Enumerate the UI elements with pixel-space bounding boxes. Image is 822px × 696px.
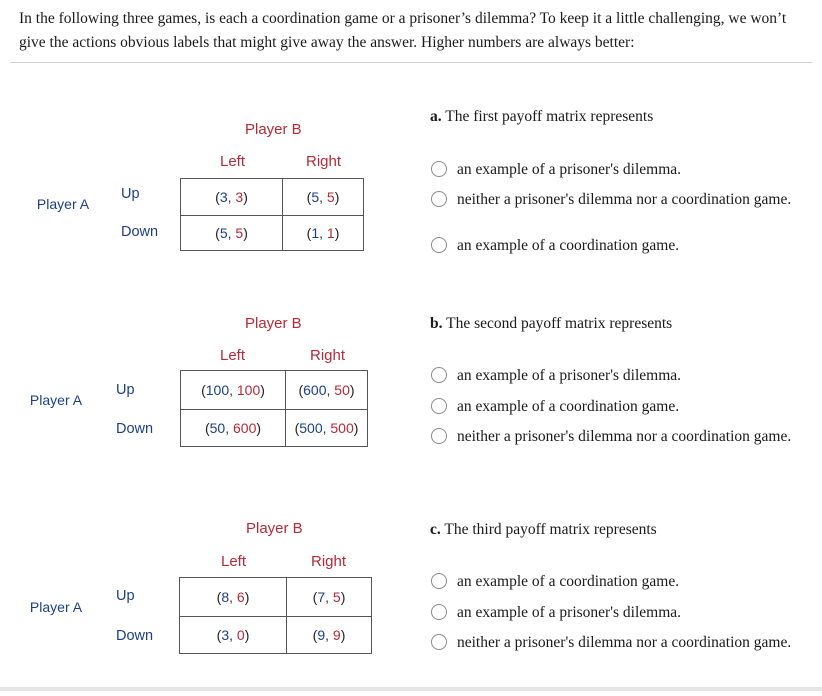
- col-right-label: Right: [310, 553, 347, 570]
- payoff-matrix: [179, 577, 372, 654]
- payoff-cell: (500, 500): [286, 410, 368, 447]
- row-down-label: Down: [121, 224, 159, 240]
- divider: [10, 62, 812, 63]
- row-up-label: Up: [116, 588, 135, 604]
- col-right-label: Right: [309, 347, 346, 364]
- col-right-label: Right: [305, 153, 342, 170]
- payoff-cell: (100, 100): [181, 371, 286, 410]
- radio-button[interactable]: [431, 367, 447, 383]
- payoff-cell: (3, 3): [181, 179, 283, 216]
- player-a-label: Player A: [29, 392, 83, 408]
- radio-button[interactable]: [431, 604, 447, 620]
- question-intro: In the following three games, is each a coordination game or a prisoner’s dilemma? To keep it a little challenging, we won’t give the actions obvious labels that might give away the answer. Higher numbers are always better:: [19, 10, 787, 51]
- radio-button[interactable]: [431, 428, 447, 444]
- payoff-cell: (8, 6): [180, 578, 287, 617]
- col-left-label: Left: [219, 153, 246, 170]
- row-up-label: Up: [121, 186, 140, 202]
- game-2: Player B Left Right Player A Up Down (100, 100) (600, 50) (50, 600) (500, 500) b. The second payoff matrix represents an example of a prisoner's dilemma. an example of a coordination game. neither a prisoner's dilemma nor a coordination game.: [0, 290, 822, 490]
- col-left-label: Left: [219, 347, 246, 364]
- question-title: a. The first payoff matrix represents: [430, 108, 654, 125]
- radio-button[interactable]: [431, 237, 447, 253]
- player-a-label: Player A: [36, 196, 90, 212]
- radio-button[interactable]: [431, 634, 447, 650]
- payoff-matrix: [180, 178, 364, 251]
- row-down-label: Down: [116, 421, 154, 437]
- col-left-label: Left: [220, 553, 247, 570]
- payoff-cell: (7, 5): [287, 578, 372, 617]
- payoff-cell: (600, 50): [286, 371, 368, 410]
- bottom-divider: [0, 687, 822, 691]
- radio-button[interactable]: [431, 191, 447, 207]
- radio-button[interactable]: [431, 573, 447, 589]
- payoff-cell: (5, 5): [283, 179, 364, 216]
- player-b-label: Player B: [245, 315, 302, 332]
- payoff-cell: (9, 9): [287, 617, 372, 654]
- game-3: Player B Left Right Player A Up Down (8, 6) (7, 5) (3, 0) (9, 9) c. The third payoff matrix represents an example of a coordination game. an example of a prisoner's dilemma. neither a prisoner's dilemma nor a coordination game.: [0, 496, 822, 696]
- payoff-cell: (5, 5): [181, 216, 283, 251]
- radio-button[interactable]: [431, 161, 447, 177]
- row-down-label: Down: [116, 628, 154, 644]
- payoff-cell: (3, 0): [180, 617, 287, 654]
- question-title: c. The third payoff matrix represents: [430, 521, 657, 538]
- payoff-cell: (50, 600): [181, 410, 286, 447]
- radio-button[interactable]: [431, 398, 447, 414]
- player-a-label: Player A: [29, 599, 83, 615]
- row-up-label: Up: [116, 382, 135, 398]
- player-b-label: Player B: [246, 520, 303, 537]
- question-title: b. The second payoff matrix represents: [430, 315, 673, 332]
- payoff-cell: (1, 1): [283, 216, 364, 251]
- payoff-matrix: [180, 370, 368, 447]
- player-b-label: Player B: [245, 121, 302, 138]
- game-1: Player B Left Right Player A Up Down (3, 3) (5, 5) (5, 5) (1, 1) a. The first payoff matrix represents an example of a prisoner's dilemma. neither a prisoner's dilemma nor a coordination game. an example of a coordination game.: [0, 90, 822, 290]
